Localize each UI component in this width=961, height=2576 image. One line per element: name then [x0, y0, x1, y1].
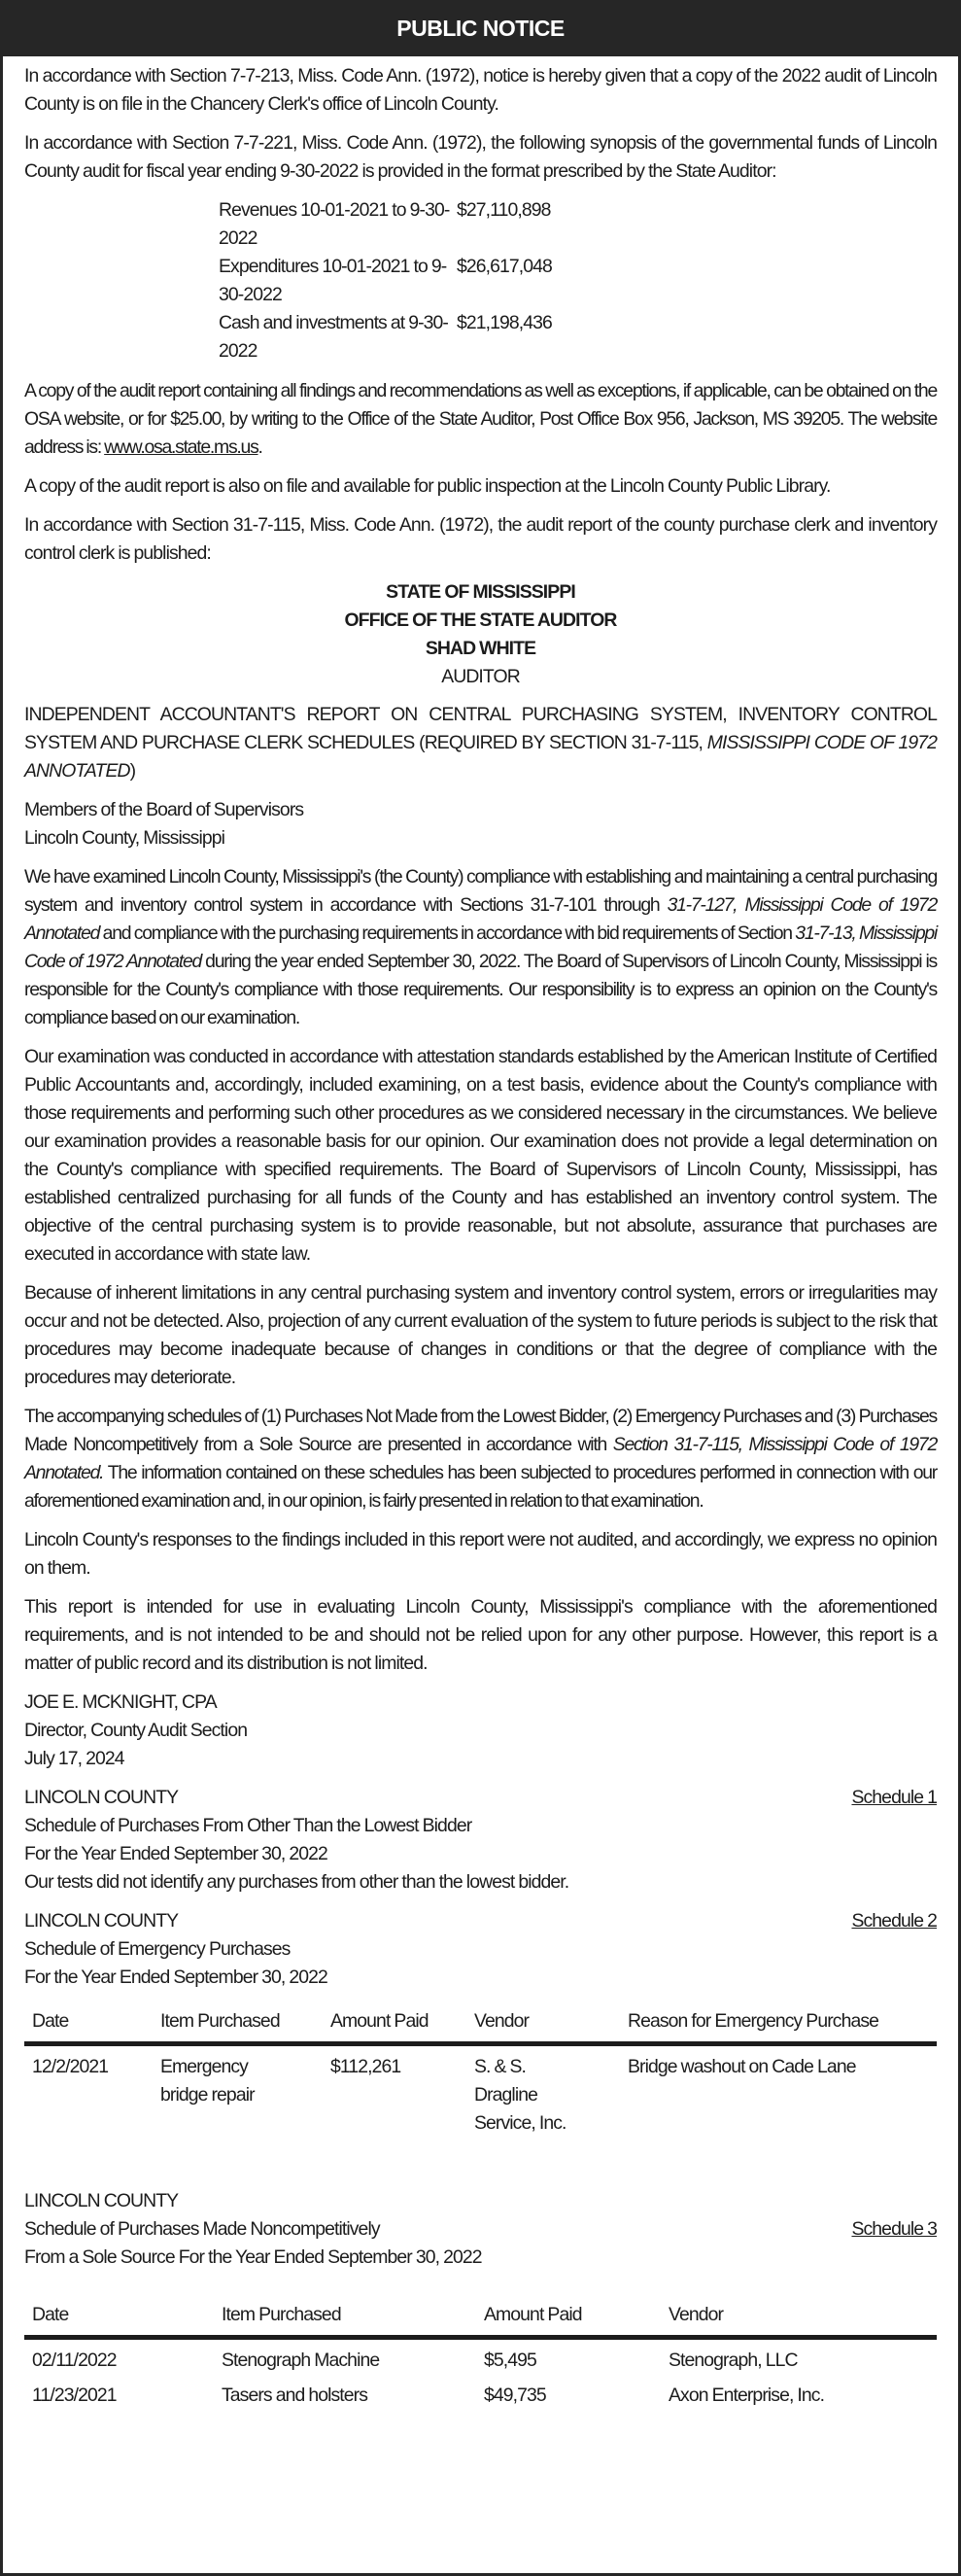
synopsis-value: $26,617,048 — [457, 256, 552, 277]
signature-title: Director, County Audit Section — [24, 1720, 248, 1741]
schedule-2 — [24, 1907, 937, 2138]
body-paragraph-4 — [24, 1403, 937, 1515]
intro-paragraph-2: In accordance with Section 7-7-221, Miss. Code Ann. (1972), the following synopsis of the governmental funds of Lincoln County audit for fiscal year ending 9-30-2022 is provided in the format prescribed by the State Auditor: — [24, 132, 937, 182]
report-title-text: INDEPENDENT ACCOUNTANT'S REPORT ON CENTRAL PURCHASING SYSTEM, INVENTORY CONTROL SYSTEM AND PURCHASE CLERK SCHEDULES (REQUIRED BY SECTION 31-7-115, — [24, 704, 937, 753]
body-paragraph-6: This report is intended for use in evaluating Lincoln County, Mississippi's compliance with the aforementioned requirements, and is not intended to be and should not be relied upon for any other purpose. However, this report is a matter of public record and its distribution is not limited. — [24, 1596, 937, 1674]
cell-item: Tasers and holsters — [222, 2385, 368, 2406]
synopsis-label: Revenues 10-01-2021 to 9-30-2022 — [219, 199, 450, 249]
signature-name: JOE E. MCKNIGHT, CPA — [24, 1691, 217, 1713]
report-title-italic: MISSISSIPPI CODE OF 1972 ANNOTATED — [24, 732, 937, 782]
report-title — [24, 701, 937, 785]
copy-info-paragraph — [24, 377, 937, 462]
body-italic: 31-7-127, Mississippi Code of 1972 Annotated — [24, 894, 937, 944]
notice-content — [3, 56, 958, 2410]
letterhead-state: STATE OF MISSISSIPPI — [386, 581, 575, 603]
addressee-line-2: Lincoln County, Mississippi — [24, 827, 225, 849]
synopsis-row — [219, 196, 937, 253]
cell-vendor: S. & S. Dragline Service, Inc. — [474, 2056, 566, 2134]
synopsis-value: $21,198,436 — [457, 312, 552, 333]
schedule-2-title: Schedule of Emergency Purchases — [24, 1938, 291, 1960]
body-text: We have examined Lincoln County, Mississippi's (the County) compliance with establishing and maintaining a central purchasing system and inventory control system in accordance with Sections 31-7-101 through — [24, 866, 937, 916]
addressee-line-1: Members of the Board of Supervisors — [24, 799, 304, 820]
copy-info-end: . — [257, 436, 262, 458]
copy-info-text: A copy of the audit report containing all findings and recommendations as well as exceptions, if applicable, can be obtained on the OSA website, or for $25.00, by writing to the Office of the State Auditor, Post Office Box 956, Jackson, MS 39205. The website address is: — [24, 380, 937, 458]
cell-amount: $49,735 — [484, 2385, 546, 2406]
column-header-date: Date — [32, 2010, 69, 2032]
schedule-3-county: LINCOLN COUNTY — [24, 2190, 179, 2211]
library-paragraph: A copy of the audit report is also on file and available for public inspection at the Lincoln County Public Library. — [24, 475, 831, 497]
body-paragraph-1 — [24, 863, 937, 1032]
body-text: during the year ended September 30, 2022. The Board of Supervisors of Lincoln County, Mississippi is responsible for the County's compliance with those requirements. Our responsibility is to express an opinion on the County's compliance based on our examination. — [24, 951, 937, 1028]
cell-vendor: Axon Enterprise, Inc. — [669, 2385, 825, 2406]
table-row — [24, 2044, 937, 2139]
column-header-vendor: Vendor — [669, 2304, 724, 2325]
table-header-row — [24, 2007, 937, 2044]
intro-paragraph-1: In accordance with Section 7-7-213, Miss. Code Ann. (1972), notice is hereby given that a copy of the 2022 audit of Lincoln County is on file in the Chancery Clerk's office of Lincoln County. — [24, 65, 937, 115]
notice-banner — [0, 0, 961, 56]
banner-title: PUBLIC NOTICE — [396, 15, 565, 41]
schedule-2-county: LINCOLN COUNTY — [24, 1910, 179, 1932]
sole-source-purchases-table — [24, 2301, 937, 2410]
financial-synopsis — [219, 196, 937, 366]
table-header-row — [24, 2301, 937, 2338]
cell-vendor: Stenograph, LLC — [669, 2350, 798, 2371]
clerk-intro-paragraph: In accordance with Section 31-7-115, Miss. Code Ann. (1972), the audit report of the county purchase clerk and inventory control clerk is published: — [24, 514, 937, 564]
schedule-2-period: For the Year Ended September 30, 2022 — [24, 1967, 327, 1988]
schedule-3 — [24, 2187, 937, 2410]
body-paragraph-5: Lincoln County's responses to the findings included in this report were not audited, and accordingly, we express no opinion on them. — [24, 1529, 937, 1579]
schedule-3-period: From a Sole Source For the Year Ended September 30, 2022 — [24, 2246, 482, 2268]
cell-reason: Bridge washout on Cade Lane — [628, 2056, 856, 2077]
column-header-amount: Amount Paid — [330, 2010, 429, 2032]
body-text: The accompanying schedules of (1) Purchases Not Made from the Lowest Bidder, (2) Emergency Purchases and (3) Purchases Made Noncompetitively from a Sole Source are presented in accordance with — [24, 1406, 937, 1455]
cell-date: 02/11/2022 — [32, 2350, 117, 2371]
schedule-1-header — [24, 1784, 937, 1812]
table-row — [24, 2375, 937, 2410]
column-header-item: Item Purchased — [160, 2010, 280, 2032]
column-header-date: Date — [32, 2304, 69, 2325]
cell-item: Emergency bridge repair — [160, 2056, 255, 2106]
body-paragraph-2: Our examination was conducted in accordance with attestation standards established by the American Institute of Certified Public Accountants and, accordingly, included examining, on a test basis, evidence about the County's compliance with those requirements and performing such other procedures as we considered necessary in the circumstances. We believe our examination provides a reasonable basis for our opinion. Our examination does not provide a legal determination on the County's compliance with specified requirements. The Board of Supervisors of Lincoln County, Mississippi, has established centralized purchasing for all funds of the County and has established an inventory control system. The objective of the central purchasing system is to provide reasonable, but not absolute, assurance that purchases are executed in accordance with state law. — [24, 1046, 937, 1265]
addressee — [24, 796, 937, 853]
schedule-1-note: Our tests did not identify any purchases from other than the lowest bidder. — [24, 1871, 569, 1893]
letterhead — [24, 578, 937, 691]
spacer — [24, 2148, 937, 2187]
osa-website-link[interactable]: www.osa.state.ms.us — [104, 436, 258, 458]
column-header-vendor: Vendor — [474, 2010, 530, 2032]
synopsis-label: Cash and investments at 9-30-2022 — [219, 312, 448, 362]
cell-amount: $112,261 — [330, 2056, 401, 2077]
synopsis-label: Expenditures 10-01-2021 to 9-30-2022 — [219, 256, 447, 305]
emergency-purchases-table — [24, 2007, 937, 2138]
body-italic: 31-7-13, Mississippi Code of 1972 Annotated — [24, 922, 937, 972]
cell-item: Stenograph Machine — [222, 2350, 380, 2371]
schedule-3-title: Schedule of Purchases Made Noncompetitively — [24, 2218, 380, 2240]
cell-date: 12/2/2021 — [32, 2056, 109, 2077]
cell-date: 11/23/2021 — [32, 2385, 117, 2406]
schedule-2-label: Schedule 2 — [851, 1910, 937, 1932]
schedule-3-header — [24, 2215, 937, 2244]
column-header-amount: Amount Paid — [484, 2304, 582, 2325]
cell-amount: $5,495 — [484, 2350, 536, 2371]
report-title-end: ) — [129, 760, 136, 782]
schedule-3-label: Schedule 3 — [851, 2218, 937, 2240]
schedule-2-header — [24, 1907, 937, 1935]
body-text: and compliance with the purchasing requirements in accordance with bid requirements of Section — [99, 922, 796, 944]
schedule-1-title: Schedule of Purchases From Other Than the Lowest Bidder — [24, 1815, 472, 1836]
letterhead-name: SHAD WHITE — [425, 638, 536, 659]
column-header-reason: Reason for Emergency Purchase — [628, 2010, 879, 2032]
schedule-1-period: For the Year Ended September 30, 2022 — [24, 1843, 327, 1864]
schedule-1 — [24, 1784, 937, 1897]
synopsis-value: $27,110,898 — [457, 199, 551, 221]
table-row — [24, 2338, 937, 2376]
synopsis-row — [219, 309, 937, 366]
body-italic: Section 31-7-115, Mississippi Code of 1972 Annotated. — [24, 1434, 937, 1483]
body-text: The information contained on these schedules has been subjected to procedures performed in connection with our aforementioned examination and, in our opinion, is fairly presented in relation to that examination. — [24, 1462, 937, 1512]
signature-block — [24, 1688, 937, 1773]
signature-date: July 17, 2024 — [24, 1748, 124, 1769]
column-header-item: Item Purchased — [222, 2304, 341, 2325]
letterhead-office: OFFICE OF THE STATE AUDITOR — [344, 609, 617, 631]
body-paragraph-3: Because of inherent limitations in any central purchasing system and inventory control system, errors or irregularities may occur and not be detected. Also, projection of any current evaluation of the system to future periods is subject to the risk that procedures may become inadequate because of changes in conditions or that the degree of compliance with the procedures may deteriorate. — [24, 1282, 937, 1388]
schedule-1-label: Schedule 1 — [851, 1787, 937, 1808]
synopsis-row — [219, 253, 937, 309]
letterhead-title: AUDITOR — [441, 666, 520, 687]
schedule-1-county: LINCOLN COUNTY — [24, 1787, 179, 1808]
